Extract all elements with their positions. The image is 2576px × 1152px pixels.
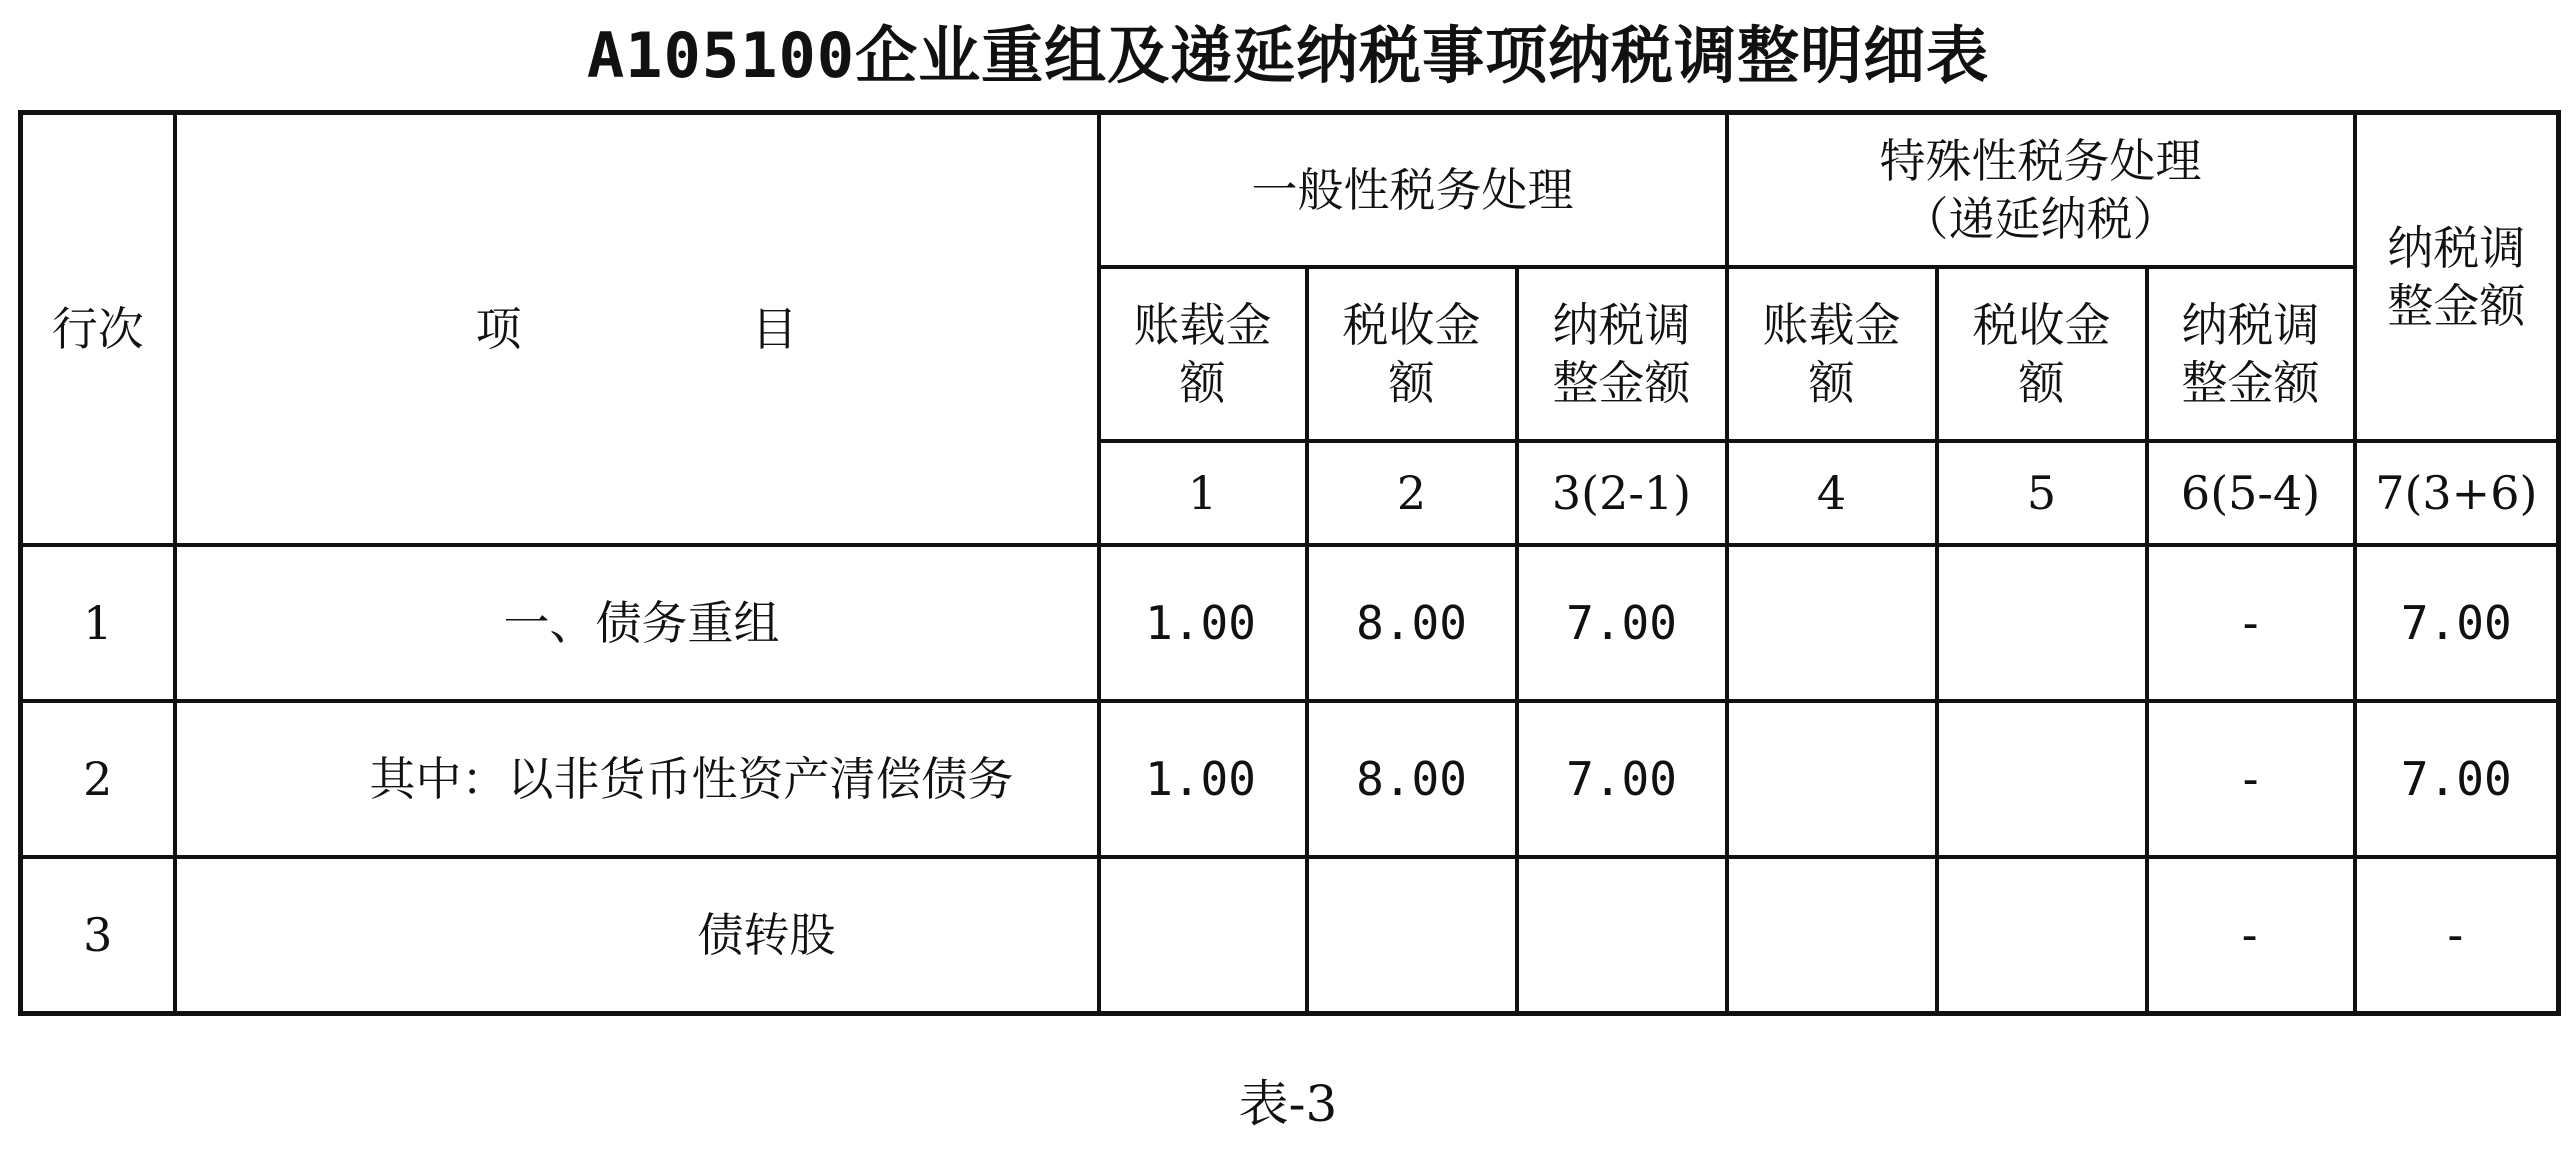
table-row <box>21 701 2559 857</box>
col-number-6: 6(5-4) <box>2147 441 2355 545</box>
cell-book-general: 1.00 <box>1099 545 1307 701</box>
cell-adjust-general: 7.00 <box>1517 545 1727 701</box>
col-number-3: 3(2-1) <box>1517 441 1727 545</box>
row-no: 2 <box>21 701 175 857</box>
cell-tax-general: 8.00 <box>1307 701 1517 857</box>
header-row-no: 行次 <box>21 113 175 546</box>
table-row <box>21 545 2559 701</box>
header-special-group <box>1727 113 2355 268</box>
row-no: 1 <box>21 545 175 701</box>
cell-adjust-special: - <box>2147 857 2355 1014</box>
row-item: 其中：以非货币性资产清偿债务 <box>175 701 1099 857</box>
cell-tax-general <box>1307 857 1517 1014</box>
row-item: 一、债务重组 <box>175 545 1099 701</box>
header-special-tax: 税收金额 <box>1937 267 2147 441</box>
row-no: 3 <box>21 857 175 1014</box>
col-number-1: 1 <box>1099 441 1307 545</box>
cell-adjust-general <box>1517 857 1727 1014</box>
cell-tax-special <box>1937 545 2147 701</box>
cell-total-adjust: 7.00 <box>2355 701 2559 857</box>
header-special-adjust: 纳税调整金额 <box>2147 267 2355 441</box>
row-item: 债转股 <box>175 857 1099 1014</box>
cell-tax-special <box>1937 701 2147 857</box>
cell-total-adjust: - <box>2355 857 2559 1014</box>
header-special-line2: （递延纳税） <box>1902 192 2179 246</box>
col-number-5: 5 <box>1937 441 2147 545</box>
header-general-book: 账载金额 <box>1099 267 1307 441</box>
col-number-4: 4 <box>1727 441 1937 545</box>
adjustment-table <box>18 110 2561 1016</box>
header-special-line1: 特殊性税务处理 <box>1879 134 2202 188</box>
page-title: A105100企业重组及递延纳税事项纳税调整明细表 <box>586 19 1990 92</box>
cell-adjust-special: - <box>2147 545 2355 701</box>
cell-tax-special <box>1937 857 2147 1014</box>
cell-book-general <box>1099 857 1307 1014</box>
header-total-adjust: 纳税调整金额 <box>2355 113 2559 442</box>
cell-book-special <box>1727 545 1937 701</box>
cell-book-special <box>1727 857 1937 1014</box>
cell-book-special <box>1727 701 1937 857</box>
col-number-2: 2 <box>1307 441 1517 545</box>
header-general-group: 一般性税务处理 <box>1099 113 1727 268</box>
header-general-adjust: 纳税调整金额 <box>1517 267 1727 441</box>
table-caption: 表-3 <box>1238 1075 1338 1133</box>
cell-adjust-general: 7.00 <box>1517 701 1727 857</box>
header-item: 项 目 <box>175 113 1099 546</box>
cell-book-general: 1.00 <box>1099 701 1307 857</box>
cell-total-adjust: 7.00 <box>2355 545 2559 701</box>
col-number-7: 7(3+6) <box>2355 441 2559 545</box>
table-row <box>21 857 2559 1014</box>
cell-tax-general: 8.00 <box>1307 545 1517 701</box>
header-special-book: 账载金额 <box>1727 267 1937 441</box>
cell-adjust-special: - <box>2147 701 2355 857</box>
header-general-tax: 税收金额 <box>1307 267 1517 441</box>
